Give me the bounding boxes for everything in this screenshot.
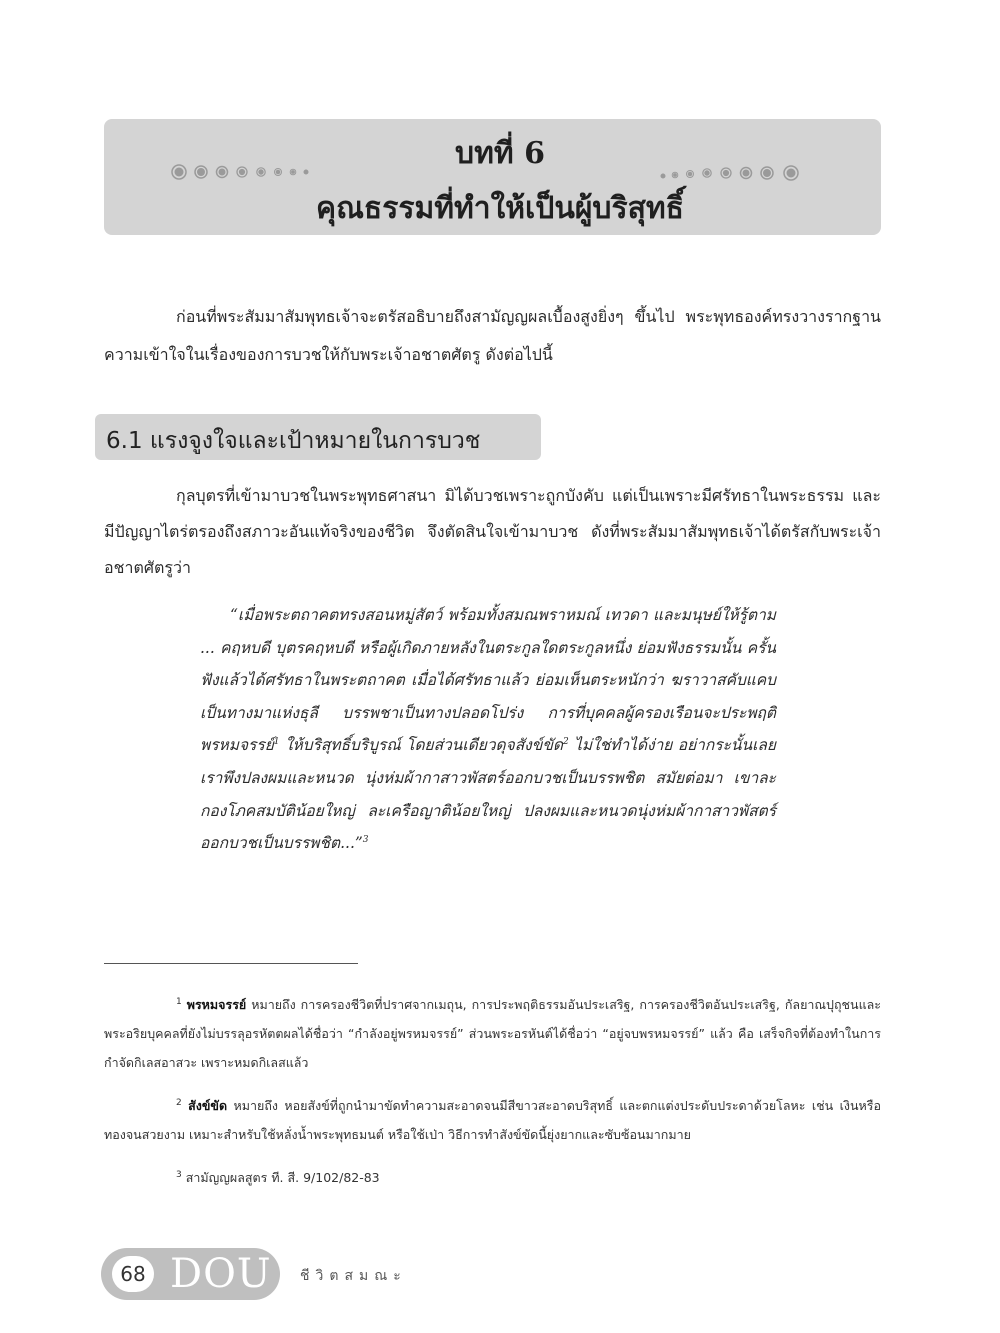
footnote-3 [104, 1163, 881, 1192]
quote-part-1: “เมื่อพระตถาคตทรงสอนหมู่สัตว์ พร้อมทั้งสมณพราหมณ์ เทวดา และมนุษย์ให้รู้ตาม ... คฤหบดี บุตรคฤหบดี หรือผู้เกิดภายหลังในตระกูลใดตระกูลหนึ่ง ย่อมฟังธรรมนั้น ครั้นฟังแล้วได้ศรัทธาในพระตถาคต เมื่อได้ศรัทธาแล้ว ย่อมเห็นตระหนักว่า ฆราวาสคับแคบ เป็นทางมาแห่งธุลี บรรพชาเป็นทางปลอดโปร่ง การที่บุคคลผู้ครองเรือนจะประพฤติพรหมจรรย์ [200, 606, 776, 755]
chapter-number: บทที่ 6 [455, 136, 545, 171]
footnote-2 [104, 1091, 881, 1149]
footnote-ref-2[interactable]: 2 [562, 737, 569, 748]
intro-paragraph: ก่อนที่พระสัมมาสัมพุทธเจ้าจะตรัสอธิบายถึงสามัญญผลเบื้องสูงยิ่งๆ ขึ้นไป พระพุทธองค์ทรงวางรากฐานความเข้าใจในเรื่องของการบวชให้กับพระเจ้าอชาตศัตรู ดังต่อไปนี้ [104, 307, 881, 364]
footnote-text: หมายถึง การครองชีวิตที่ปราศจากเมถุน, การประพฤติธรรมอันประเสริฐ, การครองชีวิตอันประเสริฐ, กัลยาณปุถุชนและพระอริยบุคคลที่ยังไม่บรรลุอรหัตตผลได้ชื่อว่า “กำลังอยู่พรหมจรรย์” ส่วนพระอรหันต์ได้ชื่อว่า “อยู่จบพรหมจรรย์” แล้ว คือ เสร็จกิจที่ต้องทำในการกำจัดกิเลสอาสวะ เพราะหมดกิเลสแล้ว [104, 997, 881, 1070]
footnote-ref-3[interactable]: 3 [362, 835, 369, 845]
dou-logo: DOU [170, 1251, 272, 1297]
section-paragraph: กุลบุตรที่เข้ามาบวชในพระพุทธศาสนา มิได้บวชเพราะถูกบังคับ แต่เป็นเพราะมีศรัทธาในพระธรรม และมีปัญญาไตร่ตรองถึงสภาวะอันแท้จริงของชีวิต จึงตัดสินใจเข้ามาบวช ดังที่พระสัมมาสัมพุทธเจ้าได้ตรัสกับพระเจ้าอชาตศัตรูว่า [104, 486, 881, 577]
footnote-text: หมายถึง หอยสังข์ที่ถูกนำมาขัดทำความสะอาดจนมีสีขาวสะอาดบริสุทธิ์ และตกแต่งประดับประดาด้วยโลหะ เช่น เงินหรือทองจนสวยงาม เหมาะสำหรับใช้หลั่งน้ำพระพุทธมนต์ หรือใช้เป่า วิธีการทำสังข์ขัดนี้ยุ่งยากและซับซ้อนมากมาย [104, 1098, 881, 1142]
section-title: 6.1 แรงจูงใจและเป้าหมายในการบวช [106, 428, 481, 454]
footnote-number: 3 [176, 1169, 182, 1180]
footnote-number: 1 [176, 996, 182, 1007]
footnote-ref-1[interactable]: 1 [273, 737, 280, 748]
footnote-term: สังข์ขัด [188, 1098, 228, 1113]
quote-paragraph [200, 599, 776, 860]
chapter-title: คุณธรรมที่ทำให้เป็นผู้บริสุทธิ์ [316, 191, 684, 226]
intro-section [104, 298, 881, 374]
quote-part-2: ให้บริสุทธิ์บริบูรณ์ โดยส่วนเดียวดุจสังข์ขัด [279, 736, 563, 755]
scripture-quote [200, 599, 776, 860]
footnote-1 [104, 990, 881, 1077]
section-body [104, 478, 881, 586]
footnote-number: 2 [176, 1097, 182, 1108]
running-title: ชีวิตสมณะ [300, 1268, 407, 1284]
footnote-term: พรหมจรรย์ [186, 997, 247, 1012]
footnotes [104, 990, 881, 1206]
page-number: 68 [112, 1256, 154, 1292]
footnote-text: สามัญญผลสูตร ที. สี. 9/102/82-83 [181, 1170, 380, 1185]
quote-part-3: ไม่ใช่ทำได้ง่าย อย่ากระนั้นเลย เราพึงปลงผมและหนวด นุ่งห่มผ้ากาสาวพัสตร์ออกบวชเป็นบรรพชิต สมัยต่อมา เขาละกองโภคสมบัติน้อยใหญ่ ละเครือญาติน้อยใหญ่ ปลงผมและหนวดนุ่งห่มผ้ากาสาวพัสตร์ออกบวชเป็นบรรพชิต...” [200, 736, 776, 853]
footnote-divider [104, 963, 358, 964]
